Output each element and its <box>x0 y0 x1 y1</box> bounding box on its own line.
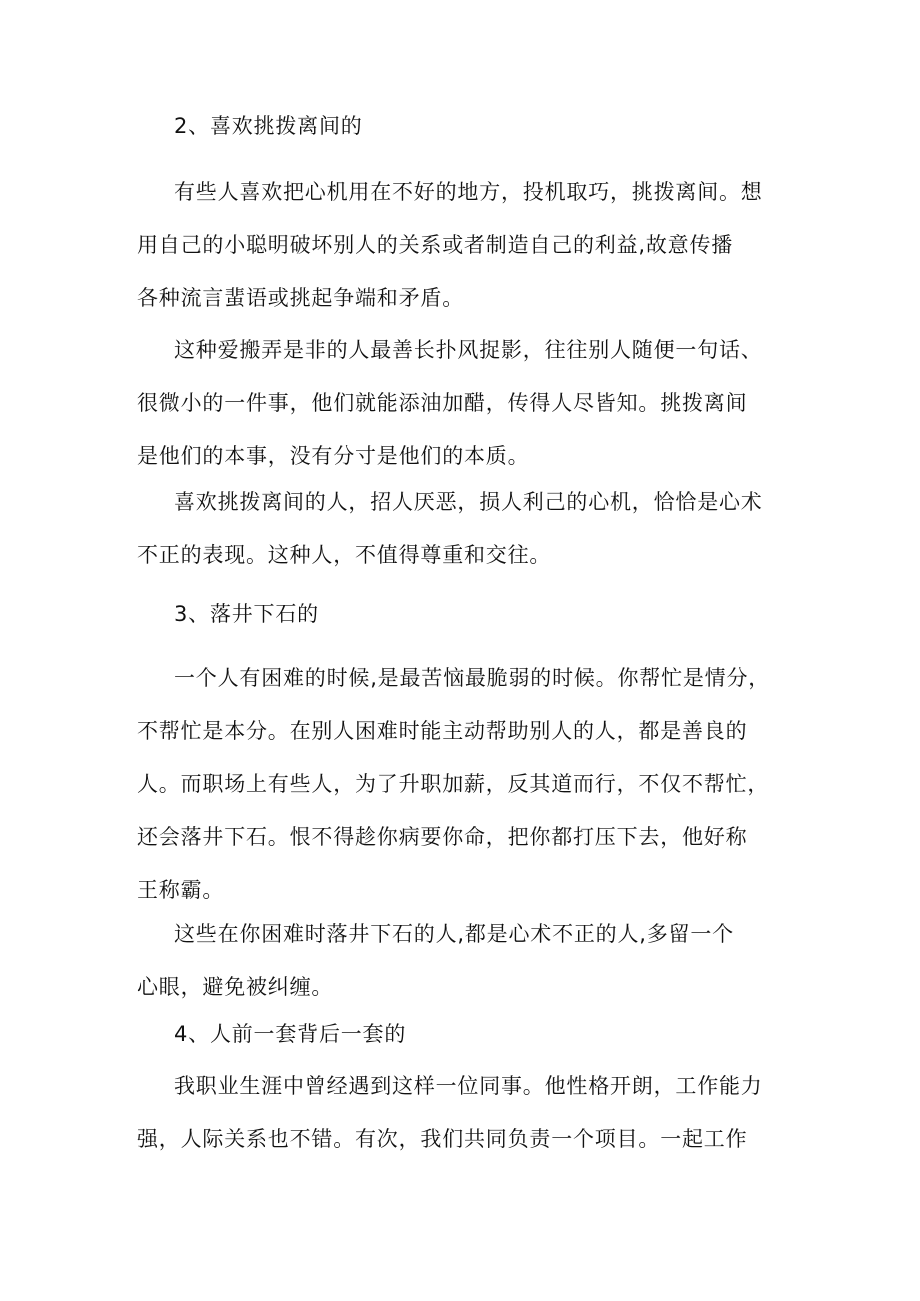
paragraph-line: 一个人有困难的时候,是最苦恼最脆弱的时候。你帮忙是情分， <box>174 666 771 690</box>
heading-text: 2、喜欢挑拨离间的 <box>174 114 363 138</box>
paragraph-line: 这些在你困难时落井下石的人,都是心术不正的人,多留一个 <box>174 922 734 946</box>
paragraph-line: 不正的表现。这种人，不值得尊重和交往。 <box>137 543 552 567</box>
paragraph-6 <box>137 1060 797 1166</box>
paragraph-line: 是他们的本事，没有分寸是他们的本质。 <box>137 444 530 468</box>
paragraph-line: 这种爱搬弄是非的人最善长扑风捉影，往往别人随便一句话、 <box>174 338 763 362</box>
paragraph-5 <box>137 908 797 1014</box>
paragraph-line: 我职业生涯中曾经遇到这样一位同事。他性格开朗，工作能力 <box>174 1074 763 1098</box>
section-heading-3 <box>137 588 834 641</box>
paragraph-line: 心眼，避免被纠缠。 <box>137 975 334 999</box>
paragraph-line: 不帮忙是本分。在别人困难时能主动帮助别人的人，都是善良的 <box>137 719 748 743</box>
paragraph-line: 用自己的小聪明破坏别人的关系或者制造自己的利益,故意传播 <box>137 233 734 257</box>
paragraph-line: 王称霸。 <box>137 878 225 902</box>
paragraph-line: 还会落井下石。恨不得趁你病要你命，把你都打压下去，他好称 <box>137 825 748 849</box>
section-heading-2 <box>137 100 834 153</box>
paragraph-line: 有些人喜欢把心机用在不好的地方，投机取巧，挑拨离间。想 <box>174 180 763 204</box>
paragraph-2 <box>137 324 797 483</box>
paragraph-line: 强，人际关系也不错。有次，我们共同负责一个项目。一起工作 <box>137 1127 748 1151</box>
heading-text: 3、落井下石的 <box>174 602 319 626</box>
paragraph-line: 很微小的一件事，他们就能添油加醋，传得人尽皆知。挑拨离间 <box>137 391 748 415</box>
paragraph-line: 喜欢挑拨离间的人，招人厌恶，损人利己的心机，恰恰是心术 <box>174 490 763 514</box>
paragraph-1 <box>137 166 797 325</box>
paragraph-3 <box>137 476 797 582</box>
section-heading-4 <box>137 1008 834 1061</box>
paragraph-line: 各种流言蜚语或挑起争端和矛盾。 <box>137 286 464 310</box>
paragraph-line: 人。而职场上有些人，为了升职加薪，反其道而行，不仅不帮忙， <box>137 772 770 796</box>
paragraph-4 <box>137 652 797 917</box>
heading-text: 4、人前一套背后一套的 <box>174 1022 407 1046</box>
